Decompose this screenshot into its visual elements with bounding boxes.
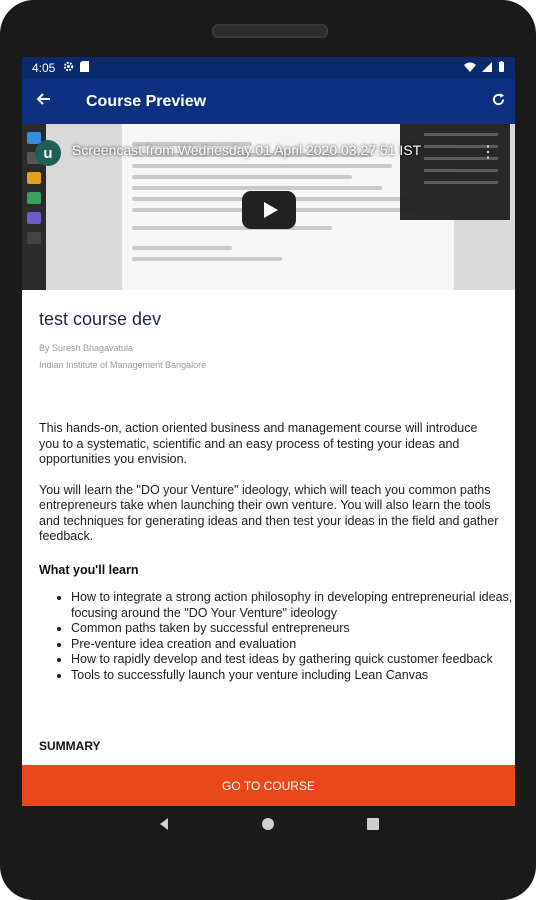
sd-card-icon: [80, 61, 89, 75]
app-bar: [22, 79, 515, 124]
page-title: Course Preview: [86, 92, 207, 110]
back-button[interactable]: [22, 90, 64, 113]
list-item: • How to integrate a strong action philosophy in developing entrepreneurial ideas, focusing around the "DO Your Venture" ideology: [71, 590, 515, 621]
course-author: By Suresh Bhagavatula: [39, 343, 134, 353]
arrow-left-icon: [35, 90, 51, 112]
status-bar: [22, 57, 515, 79]
refresh-button[interactable]: [492, 93, 505, 111]
go-to-course-button[interactable]: GO TO COURSE: [22, 765, 515, 806]
learn-heading: What you'll learn: [39, 563, 139, 577]
course-details[interactable]: [22, 290, 515, 765]
description-paragraph: This hands-on, action oriented business and management course will introduce you to a systematic, scientific and an easy process of testing your ideas and opportunities you envision.: [39, 421, 478, 466]
play-icon: [264, 202, 278, 218]
video-title[interactable]: Screencast from Wednesday 01 April 2020 03:27:51 IST: [72, 142, 422, 158]
course-institution: Indian Institute of Management Bangalore: [39, 360, 207, 370]
status-time: 4:05: [32, 61, 56, 75]
description-paragraph: You will learn the "DO your Venture" ideology, which will teach you common paths entrepreneurs take when launching their own venture. You will also learn the tools and techniques for generating ideas and then test your ideas in the field and gather feedback.: [39, 482, 499, 543]
video-frame-panel: [400, 124, 510, 220]
summary-heading: SUMMARY: [39, 739, 101, 753]
screen: [22, 57, 515, 806]
list-item: • Tools to successfully launch your venture including Lean Canvas: [71, 668, 515, 684]
course-title: test course dev: [39, 309, 162, 329]
more-vertical-icon[interactable]: ⋮: [480, 144, 496, 161]
recents-square-icon[interactable]: [363, 814, 383, 834]
play-button[interactable]: [242, 191, 296, 229]
video-player[interactable]: [22, 124, 515, 290]
list-item: • Pre-venture idea creation and evaluation: [71, 637, 515, 653]
wifi-icon: [464, 61, 476, 75]
learn-list: [39, 590, 515, 683]
home-circle-icon[interactable]: [258, 814, 278, 834]
settings-icon: [63, 61, 74, 75]
battery-icon: [498, 61, 505, 75]
list-item: • How to rapidly develop and test ideas by gathering quick customer feedback: [71, 652, 515, 668]
speaker-grille: [212, 24, 328, 38]
signal-icon: [482, 61, 492, 75]
channel-avatar[interactable]: u: [35, 140, 61, 166]
refresh-icon: [492, 93, 505, 110]
course-description: [39, 421, 499, 560]
list-item: • Common paths taken by successful entrepreneurs: [71, 621, 515, 637]
system-nav-bar: [0, 806, 536, 842]
back-triangle-icon[interactable]: [155, 814, 175, 834]
